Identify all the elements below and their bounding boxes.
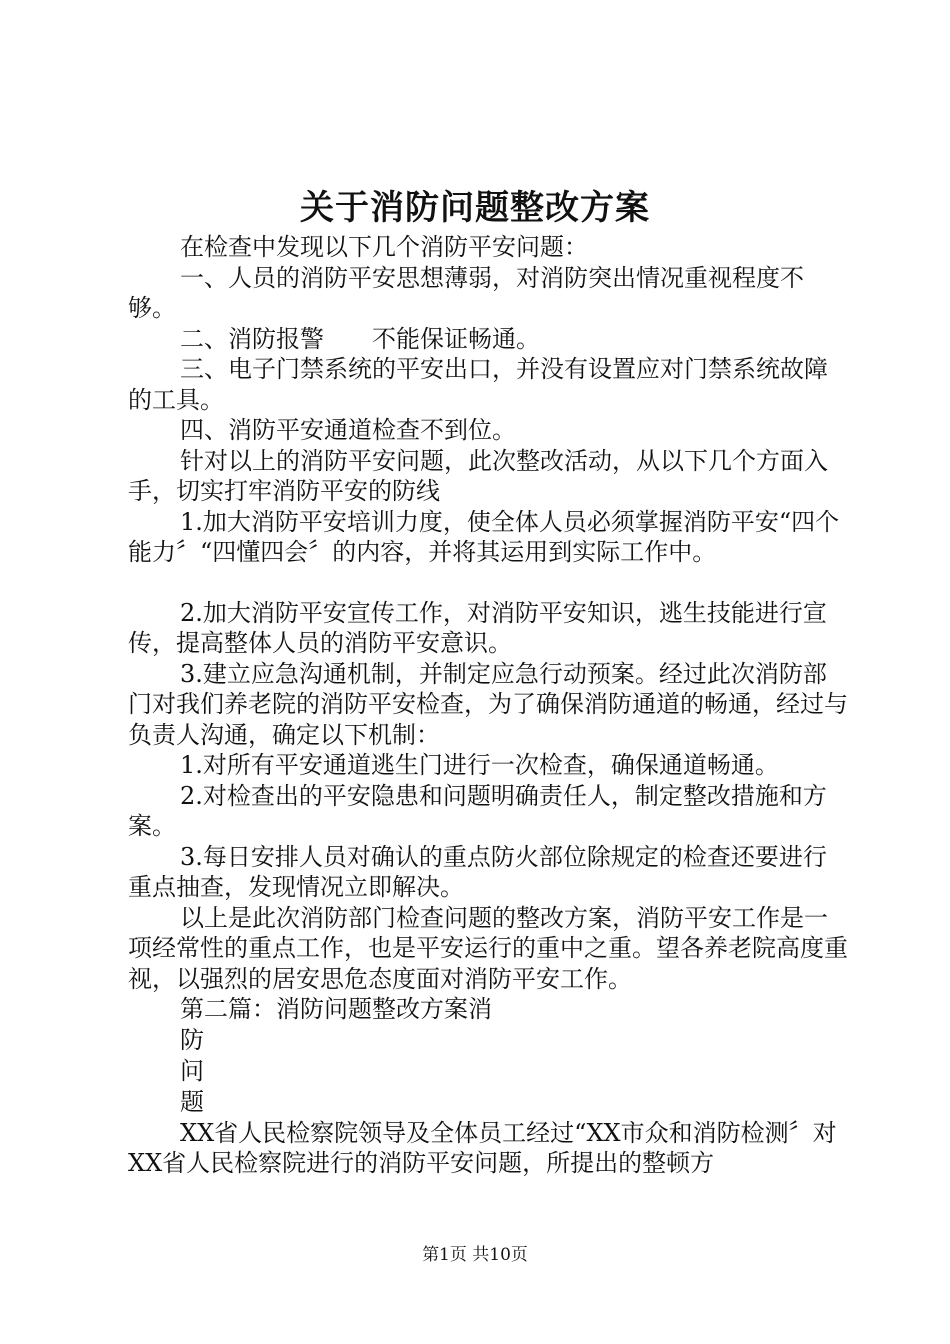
vertical-char: 问	[180, 1056, 204, 1085]
vertical-char: 题	[180, 1087, 204, 1116]
page-footer: 第1页 共10页	[422, 1245, 528, 1265]
paragraph: 在检查中发现以下几个消防平安问题：	[180, 233, 588, 261]
paragraph: 四、消防平安通道检查不到位。	[180, 416, 516, 444]
paragraph: 3.建立应急沟通机制，并制定应急行动预案。经过此次消防部门对我们养老院的消防平安检查，为了确保消防通道的畅通，经过与负责人沟通，确定以下机制：	[128, 659, 848, 749]
document-title: 关于消防问题整改方案	[300, 188, 650, 228]
paragraph: 二、消防报警 不能保证畅通。	[180, 324, 540, 353]
document-body	[128, 232, 848, 1179]
paragraph: 3.每日安排人员对确认的重点防火部位除规定的检查还要进行重点抽查，发现情况立即解决。	[128, 842, 827, 901]
paragraph: XX省人民检察院领导及全体员工经过“XX市众和消防检测〞对XX省人民检察院进行的消防平安问题，所提出的整顿方	[128, 1118, 837, 1177]
paragraph: 1.对所有平安通道逃生门进行一次检查，确保通道畅通。	[180, 751, 779, 779]
blank-line	[128, 568, 848, 598]
paragraph: 第二篇：消防问题整改方案消	[180, 995, 492, 1023]
paragraph: 1.加大消防平安培训力度，使全体人员必须掌握消防平安“四个能力〞“四懂四会〞的内容，并将其运用到实际工作中。	[128, 507, 840, 566]
paragraph: 针对以上的消防平安问题，此次整改活动，从以下几个方面入手，切实打牢消防平安的防线	[128, 446, 828, 505]
paragraph: 2.对检查出的平安隐患和问题明确责任人，制定整改措施和方案。	[128, 781, 827, 840]
vertical-char: 防	[180, 1025, 204, 1054]
paragraph: 以上是此次消防部门检查问题的整改方案，消防平安工作是一项经常性的重点工作，也是平安运行的重中之重。望各养老院高度重视，以强烈的居安思危态度面对消防平安工作。	[128, 903, 848, 993]
paragraph: 一、人员的消防平安思想薄弱，对消防突出情况重视程度不够。	[128, 263, 804, 322]
paragraph: 三、电子门禁系统的平安出口，并没有设置应对门禁系统故障的工具。	[128, 355, 828, 414]
paragraph: 2.加大消防平安宣传工作，对消防平安知识，逃生技能进行宣传，提高整体人员的消防平安意识。	[128, 598, 827, 657]
